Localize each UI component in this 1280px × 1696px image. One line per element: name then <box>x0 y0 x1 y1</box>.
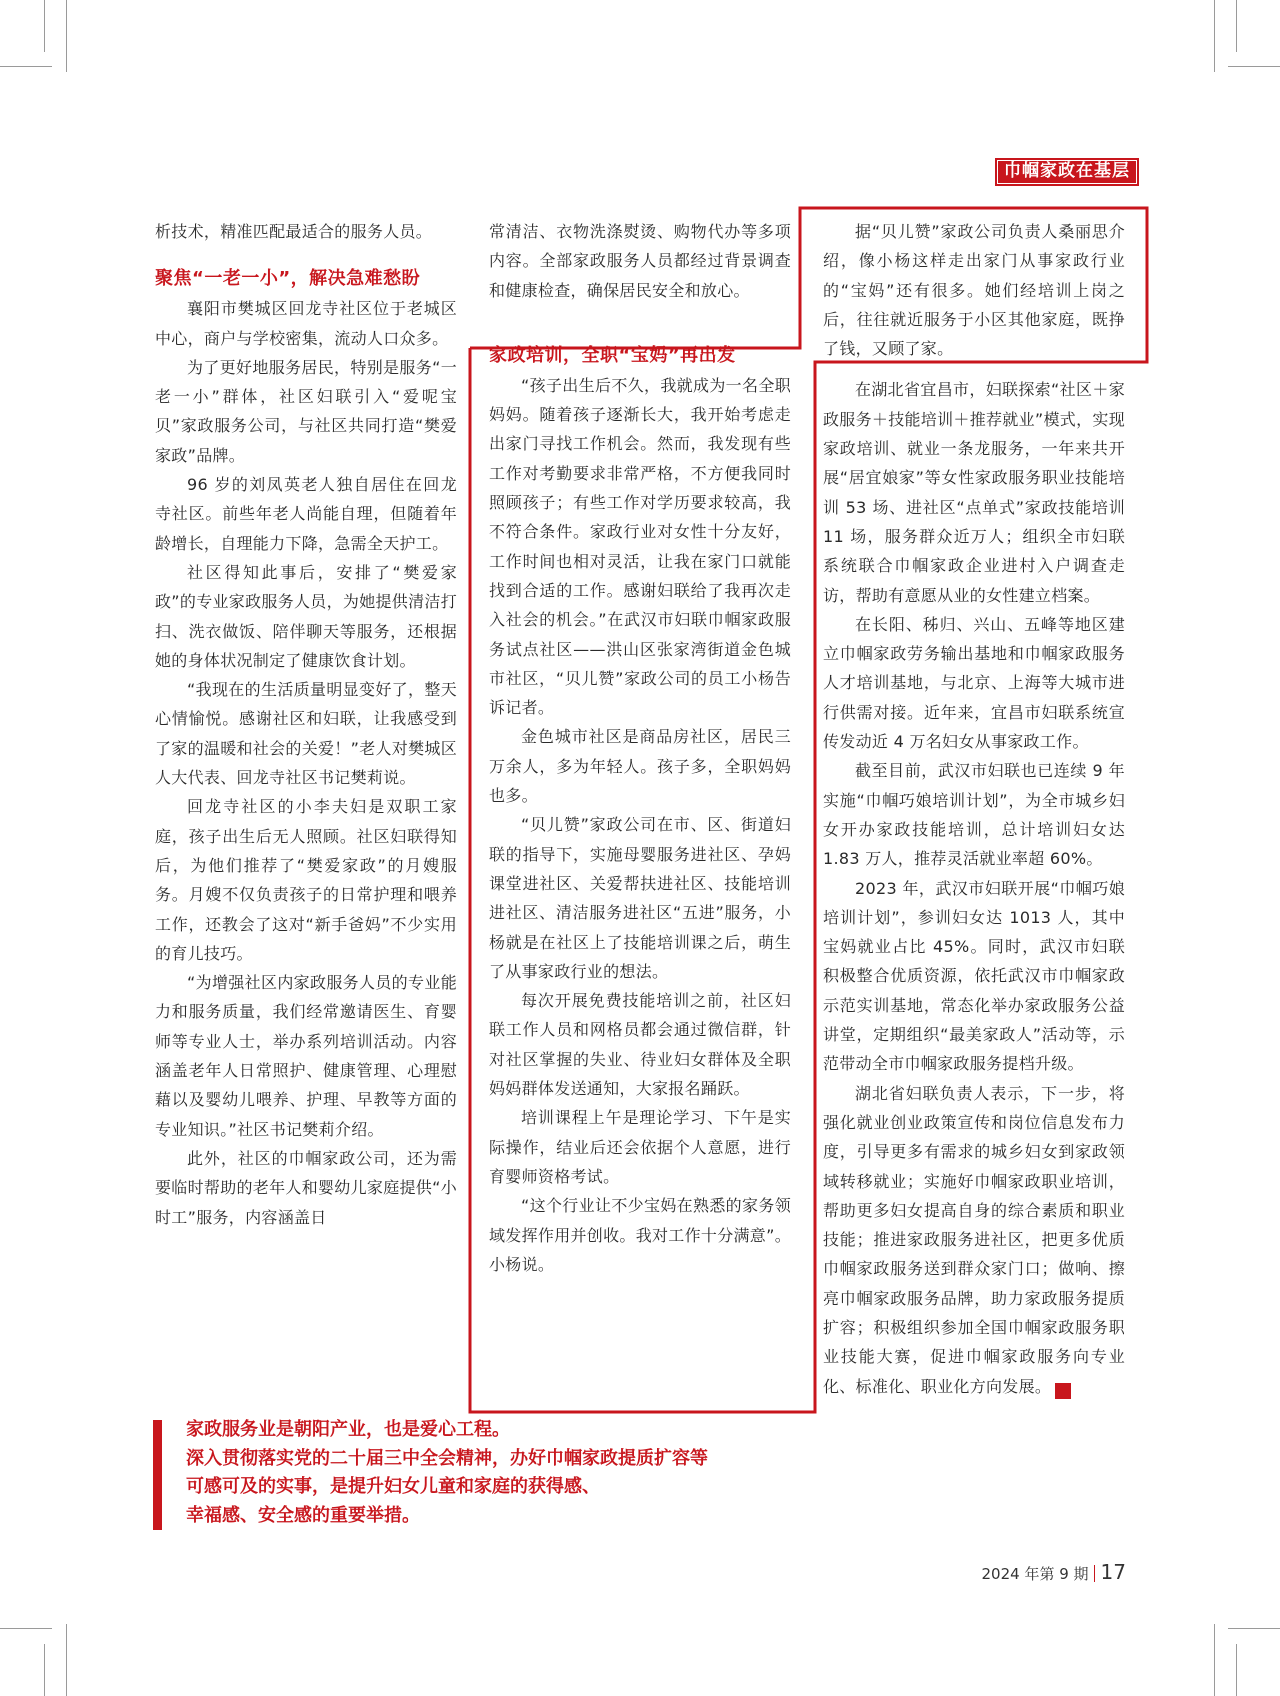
page-footer <box>982 1560 1126 1584</box>
paragraph: “孩子出生后不久，我就成为一名全职妈妈。随着孩子逐渐长大，我开始考虑走出家门寻找工作机会。然而，我发现有些工作对考勤要求非常严格，不方便我同时照顾孩子；有些工作对学历要求较高，我不符合条件。家政行业对女性十分友好，工作时间也相对灵活，让我在家门口就能找到合适的工作。感谢妇联给了我再次走入社会的机会。”在武汉市妇联巾帼家政服务试点社区——洪山区张家湾街道金色城市社区，“贝儿赞”家政公司的员工小杨告诉记者。 <box>489 375 791 718</box>
paragraph: 培训课程上午是理论学习、下午是实际操作，结业后还会依据个人意愿，进行育婴师资格考试。 <box>489 1108 791 1186</box>
crop-mark <box>1236 0 1237 52</box>
crop-mark <box>66 0 67 72</box>
crop-mark <box>1214 1624 1215 1696</box>
crop-mark <box>1214 0 1215 72</box>
paragraph: 襄阳市樊城区回龙寺社区位于老城区中心，商户与学校密集，流动人口众多。 <box>155 299 457 348</box>
pull-quote-bar <box>153 1420 162 1530</box>
paragraph: 回龙寺社区的小李夫妇是双职工家庭，孩子出生后无人照顾。社区妇联得知后，为他们推荐了“樊爱家政”的月嫂服务。月嫂不仅负责孩子的日常护理和喂养工作，还教会了这对“新手爸妈”不少实用的育儿技巧。 <box>155 797 457 963</box>
column-3 <box>823 217 1125 1401</box>
paragraph: 96 岁的刘凤英老人独自居住在回龙寺社区。前些年老人尚能自理，但随着年龄增长，自理能力下降，急需全天护工。 <box>155 475 457 553</box>
crop-mark <box>44 1644 45 1696</box>
paragraph: 常清洁、衣物洗涤熨烫、购物代办等多项内容。全部家政服务人员都经过背景调查和健康检查，确保居民安全和放心。 <box>489 222 791 300</box>
paragraph: 析技术，精准匹配最适合的服务人员。 <box>155 222 433 241</box>
crop-mark <box>0 1628 52 1629</box>
paragraph-text: 湖北省妇联负责人表示，下一步，将强化就业创业政策宣传和岗位信息发布力度，引导更多有需求的城乡妇女到家政领域转移就业；实施好巾帼家政职业培训，帮助更多妇女提高自身的综合素质和职业技能；推进家政服务进社区，把更多优质巾帼家政服务送到群众家门口；做响、擦亮巾帼家政服务品牌，助力家政服务提质扩容；积极组织参加全国巾帼家政服务职业技能大赛，促进巾帼家政服务向专业化、标准化、职业化方向发展。 <box>823 1083 1125 1396</box>
paragraph: 每次开展免费技能培训之前，社区妇联工作人员和网格员都会通过微信群，针对社区掌握的失业、待业妇女群体及全职妈妈群体发送通知，大家报名踊跃。 <box>489 991 791 1099</box>
crop-mark <box>1236 1644 1237 1696</box>
paragraph: 在湖北省宜昌市，妇联探索“社区＋家政服务＋技能培训＋推荐就业”模式，实现家政培训、就业一条龙服务，一年来共开展“居宜娘家”等女性家政服务职业技能培训 53 场、进社区“点单式”家政技能培训 11 场，服务群众近万人；组织全市妇联系统联合巾帼家政企业进村入户调查走访，帮助有意愿从业的女性建立档案。 <box>823 380 1125 605</box>
crop-mark <box>0 66 52 67</box>
footer-divider <box>1094 1565 1095 1582</box>
paragraph: 据“贝儿赞”家政公司负责人桑丽思介绍，像小杨这样走出家门从事家政行业的“宝妈”还有很多。她们经培训上岗之后，往往就近服务于小区其他家庭，既挣了钱，又顾了家。 <box>823 222 1125 359</box>
pull-quote-line: 家政服务业是朝阳产业，也是爱心工程。 <box>186 1419 510 1440</box>
crop-mark <box>1228 1628 1280 1629</box>
pull-quote-line: 可感可及的实事，是提升妇女儿童和家庭的获得感、 <box>186 1476 600 1497</box>
paragraph: 截至目前，武汉市妇联也已连续 9 年实施“巾帼巧娘培训计划”，为全市城乡妇女开办家政技能培训，总计培训妇女达 1.83 万人，推荐灵活就业率超 60%。 <box>823 761 1125 869</box>
paragraph: 2023 年，武汉市妇联开展“巾帼巧娘培训计划”，参训妇女达 1013 人，其中宝妈就业占比 45%。同时，武汉市妇联积极整合优质资源，依托武汉市巾帼家政示范实训基地，常态化举办家政服务公益讲堂，定期组织“最美家政人”活动等，示范带动全市巾帼家政服务提档升级。 <box>823 878 1125 1074</box>
pull-quote-line: 深入贯彻落实党的二十届三中全会精神，办好巾帼家政提质扩容等 <box>186 1447 708 1469</box>
column-1 <box>155 217 457 1232</box>
crop-mark <box>66 1624 67 1696</box>
paragraph <box>823 1079 1125 1401</box>
paragraph: “为增强社区内家政服务人员的专业能力和服务质量，我们经常邀请医生、育婴师等专业人士，举办系列培训活动。内容涵盖老年人日常照护、健康管理、心理慰藉以及婴幼儿喂养、护理、早教等方面的专业知识。”社区书记樊莉介绍。 <box>155 973 457 1139</box>
paragraph: 在长阳、秭归、兴山、五峰等地区建立巾帼家政劳务输出基地和巾帼家政服务人才培训基地，与北京、上海等大城市进行供需对接。近年来，宜昌市妇联系统宣传发动近 4 万名妇女从事家政工作。 <box>823 614 1125 752</box>
paragraph: 此外，社区的巾帼家政公司，还为需要临时帮助的老年人和婴幼儿家庭提供“小时工”服务，内容涵盖日 <box>155 1148 457 1227</box>
column-2 <box>489 217 791 1279</box>
paragraph: 为了更好地服务居民，特别是服务“一老一小”群体，社区妇联引入“爱呢宝贝”家政服务公司，与社区共同打造“樊爱家政”品牌。 <box>155 357 457 465</box>
pull-quote-line: 幸福感、安全感的重要举措。 <box>186 1504 420 1526</box>
section-heading: 聚焦“一老一小”，解决急难愁盼 <box>155 268 421 290</box>
paragraph: “我现在的生活质量明显变好了，整天心情愉悦。感谢社区和妇联，让我感受到了家的温暖和社会的关爱！”老人对樊城区人大代表、回龙寺社区书记樊莉说。 <box>155 680 457 788</box>
section-heading: 家政培训，全职“宝妈”再出发 <box>489 344 736 366</box>
end-mark-icon: Z <box>1055 1383 1071 1399</box>
crop-mark <box>44 0 45 52</box>
issue-label: 2024 年第 9 期 <box>981 1565 1089 1583</box>
paragraph: 金色城市社区是商品房社区，居民三万余人，多为年轻人。孩子多，全职妈妈也多。 <box>489 727 791 806</box>
paragraph: “这个行业让不少宝妈在熟悉的家务领域发挥作用并创收。我对工作十分满意”。小杨说。 <box>489 1196 791 1274</box>
paragraph: 社区得知此事后，安排了“樊爱家政”的专业家政服务人员，为她提供清洁打扫、洗衣做饭、陪伴聊天等服务，还根据她的身体状况制定了健康饮食计划。 <box>155 562 457 670</box>
pull-quote <box>186 1416 826 1530</box>
section-tag: 巾帼家政在基层 <box>995 158 1139 186</box>
crop-mark <box>1228 66 1280 67</box>
paragraph: “贝儿赞”家政公司在市、区、街道妇联的指导下，实施母婴服务进社区、孕妈课堂进社区、关爱帮扶进社区、技能培训进社区、清洁服务进社区“五进”服务，小杨就是在社区上了技能培训课之后，萌生了从事家政行业的想法。 <box>489 815 791 981</box>
page-number: 17 <box>1100 1560 1126 1584</box>
